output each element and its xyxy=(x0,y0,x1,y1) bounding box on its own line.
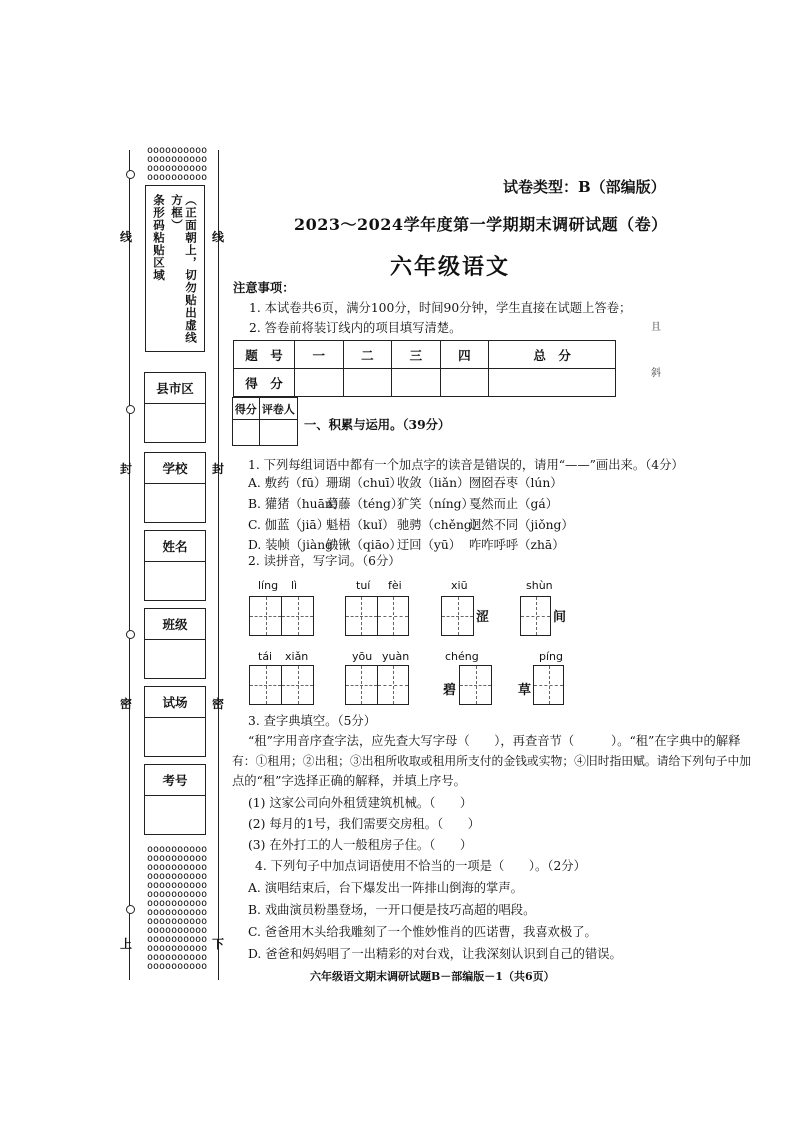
field-label: 县市区 xyxy=(145,373,205,404)
pinyin: fèi xyxy=(388,579,402,592)
dot-pattern-top: oooooooooo oooooooooo oooooooooo oooooooooo xyxy=(147,145,208,183)
q1-option: C. 伽蓝（jiā） xyxy=(248,518,330,532)
edge-char-xian-right: 线 xyxy=(212,230,225,244)
q1-option: A. 敷药（fū） xyxy=(248,476,327,490)
q3-line: 有：①租用；②出租；③出租所收取或租用所支付的金钱或实物；④旧时指田赋。请给下列句子中加 xyxy=(232,754,752,768)
edge-char-feng: 封 xyxy=(120,462,133,476)
pinyin: shùn xyxy=(526,579,553,592)
field-name[interactable] xyxy=(144,530,206,601)
pinyin: chéng xyxy=(445,650,479,663)
score-cell[interactable] xyxy=(440,369,489,397)
score-cell[interactable] xyxy=(392,369,441,397)
notes-heading: 注意事项： xyxy=(233,280,295,295)
field-class[interactable] xyxy=(144,608,206,679)
q3-item: (2) 每月的1号，我们需要交房租。（ ） xyxy=(248,817,481,831)
edge-char-feng-right: 封 xyxy=(212,462,225,476)
grader-name-cell[interactable] xyxy=(259,420,297,446)
writing-grid[interactable] xyxy=(345,596,409,636)
edge-char-mi-right: 密 xyxy=(212,697,225,711)
pinyin: xiū xyxy=(451,579,468,592)
field-exam-room[interactable] xyxy=(144,686,206,757)
q4-option: D. 爸爸和妈妈唱了一出精彩的对台戏，让我深刻认识到自己的错误。 xyxy=(248,947,622,961)
binding-hole xyxy=(126,905,135,914)
subject-title: 六年级语文 xyxy=(390,254,511,280)
given-char: 碧 xyxy=(443,683,457,698)
q1-option: 魁梧（kuǐ） xyxy=(326,518,395,532)
q1-option: 铁锹（qiāo） xyxy=(326,538,402,552)
q1-option: 迥然不同（jiǒng） xyxy=(469,518,574,532)
writing-grid[interactable] xyxy=(345,665,409,705)
score-cell[interactable] xyxy=(295,369,344,397)
binding-hole xyxy=(126,170,135,179)
side-mark: 且 xyxy=(651,322,661,333)
q1-option: 戛然而止（gá） xyxy=(469,497,558,511)
edge-char-xian: 线 xyxy=(120,230,133,244)
q3-line: 点的“租”字选择正确的解释，并填上序号。 xyxy=(232,774,466,788)
side-mark: 斜 xyxy=(651,368,661,379)
barcode-label: 条形码粘贴区域 xyxy=(152,194,166,282)
binding-hole xyxy=(126,405,135,414)
score-header: 一 xyxy=(295,341,344,369)
grader-name-label: 评卷人 xyxy=(259,398,297,420)
binding-hole xyxy=(126,630,135,639)
given-char: 间 xyxy=(553,610,567,625)
q1-option: 葛藤（téng） xyxy=(326,497,404,511)
score-cell[interactable] xyxy=(489,369,616,397)
score-header: 四 xyxy=(440,341,489,369)
field-label: 试场 xyxy=(145,687,205,718)
score-row-label: 得 分 xyxy=(234,369,295,397)
barcode-instruction: （正面朝上，切勿贴出虚线方框） xyxy=(170,194,198,344)
q4-option: A. 演唱结束后，台下爆发出一阵排山倒海的掌声。 xyxy=(248,881,523,895)
q4-option: B. 戏曲演员粉墨登场，一开口便是技巧高超的唱段。 xyxy=(248,903,536,917)
grader-score-cell[interactable] xyxy=(233,420,260,446)
edge-char-shang: 上 xyxy=(120,937,133,951)
q3-stem: 3. 查字典填空。（5分） xyxy=(248,714,376,728)
q1-option: 囫囵吞枣（lún） xyxy=(469,476,563,490)
q3-item: (1) 这家公司向外租赁建筑机械。（ ） xyxy=(248,796,473,810)
field-label: 学校 xyxy=(145,453,205,484)
pinyin: tuí xyxy=(356,579,371,592)
score-cell[interactable] xyxy=(343,369,392,397)
score-header: 总 分 xyxy=(489,341,616,369)
field-school[interactable] xyxy=(144,452,206,523)
q1-option: 收敛（liǎn） xyxy=(397,476,470,490)
pinyin: tái xyxy=(258,650,273,663)
q3-line: “租”字用音序查字法，应先查大写字母（ ），再查音节（ ）。“租”在字典中的解释 xyxy=(248,734,741,748)
writing-grid[interactable] xyxy=(441,596,474,636)
q4-option: C. 爸爸用木头给我雕刻了一个惟妙惟肖的匹诺曹，我喜欢极了。 xyxy=(248,925,597,939)
writing-grid[interactable] xyxy=(249,665,314,705)
given-char: 涩 xyxy=(476,610,490,625)
writing-grid[interactable] xyxy=(459,665,492,705)
grader-score-label: 得分 xyxy=(233,398,260,420)
pinyin: lì xyxy=(291,579,298,592)
edge-char-xia: 下 xyxy=(212,937,225,951)
q1-option: 犷笑（níng） xyxy=(397,497,474,511)
barcode-area xyxy=(145,185,205,352)
note-item: 1. 本试卷共6页，满分100分，时间90分钟，学生直接在试题上答卷； xyxy=(249,301,632,315)
note-item: 2. 答卷前将装订线内的项目填写清楚。 xyxy=(249,321,462,335)
given-char: 草 xyxy=(518,683,532,698)
edge-char-mi: 密 xyxy=(120,697,133,711)
q4-stem: 4. 下列句子中加点词语使用不恰当的一项是（ ）。（2分） xyxy=(255,859,586,873)
page-footer: 六年级语文期末调研试题B－部编版－1（共6页） xyxy=(310,970,555,983)
binding-line-right xyxy=(218,150,219,980)
field-label: 考号 xyxy=(145,765,205,796)
pinyin: yuàn xyxy=(382,650,410,663)
q1-stem: 1. 下列每组词语中都有一个加点字的读音是错误的，请用“——”画出来。（4分） xyxy=(248,458,684,472)
field-exam-number[interactable] xyxy=(144,764,206,835)
section1-title: 一、积累与运用。（39分） xyxy=(304,417,451,432)
pinyin: xiǎn xyxy=(285,650,309,663)
field-label: 姓名 xyxy=(145,531,205,562)
field-label: 班级 xyxy=(145,609,205,640)
q1-option: 珊瑚（chuī） xyxy=(326,476,402,490)
score-table xyxy=(233,340,616,397)
q3-item: (3) 在外打工的人一般租房子住。（ ） xyxy=(248,838,473,852)
q1-option: B. 獾猪（huān） xyxy=(248,497,346,511)
q2-stem: 2. 读拼音，写字词。（6分） xyxy=(248,554,401,568)
q1-option: 驰骋（chěng） xyxy=(397,518,485,532)
binding-line-left xyxy=(129,150,130,980)
score-header: 题 号 xyxy=(234,341,295,369)
score-header: 三 xyxy=(392,341,441,369)
pinyin: líng xyxy=(258,579,279,592)
pinyin: píng xyxy=(539,650,563,663)
writing-grid[interactable] xyxy=(520,596,551,636)
score-header: 二 xyxy=(343,341,392,369)
q1-option: D. 装帧（jiàng） xyxy=(248,538,346,552)
paper-type: 试卷类型：B（部编版） xyxy=(503,178,666,196)
field-county[interactable] xyxy=(144,372,206,443)
grader-table xyxy=(232,397,298,446)
q1-option: 迂回（yū） xyxy=(397,538,462,552)
q1-option: 咋咋呼呼（zhā） xyxy=(469,538,565,552)
writing-grid[interactable] xyxy=(249,596,314,636)
pinyin: yōu xyxy=(352,650,373,663)
paper-title: 2023～2024学年度第一学期期末调研试题（卷） xyxy=(294,215,668,234)
dot-pattern-bottom: oooooooooo oooooooooo oooooooooo oooooooooo oooooooooo oooooooooo oooooooooo oooooooooo oooooooooo oooooooooo oooooooooo oooooooooo oooooooooo oooooooooo xyxy=(147,844,208,972)
writing-grid[interactable] xyxy=(533,665,564,705)
